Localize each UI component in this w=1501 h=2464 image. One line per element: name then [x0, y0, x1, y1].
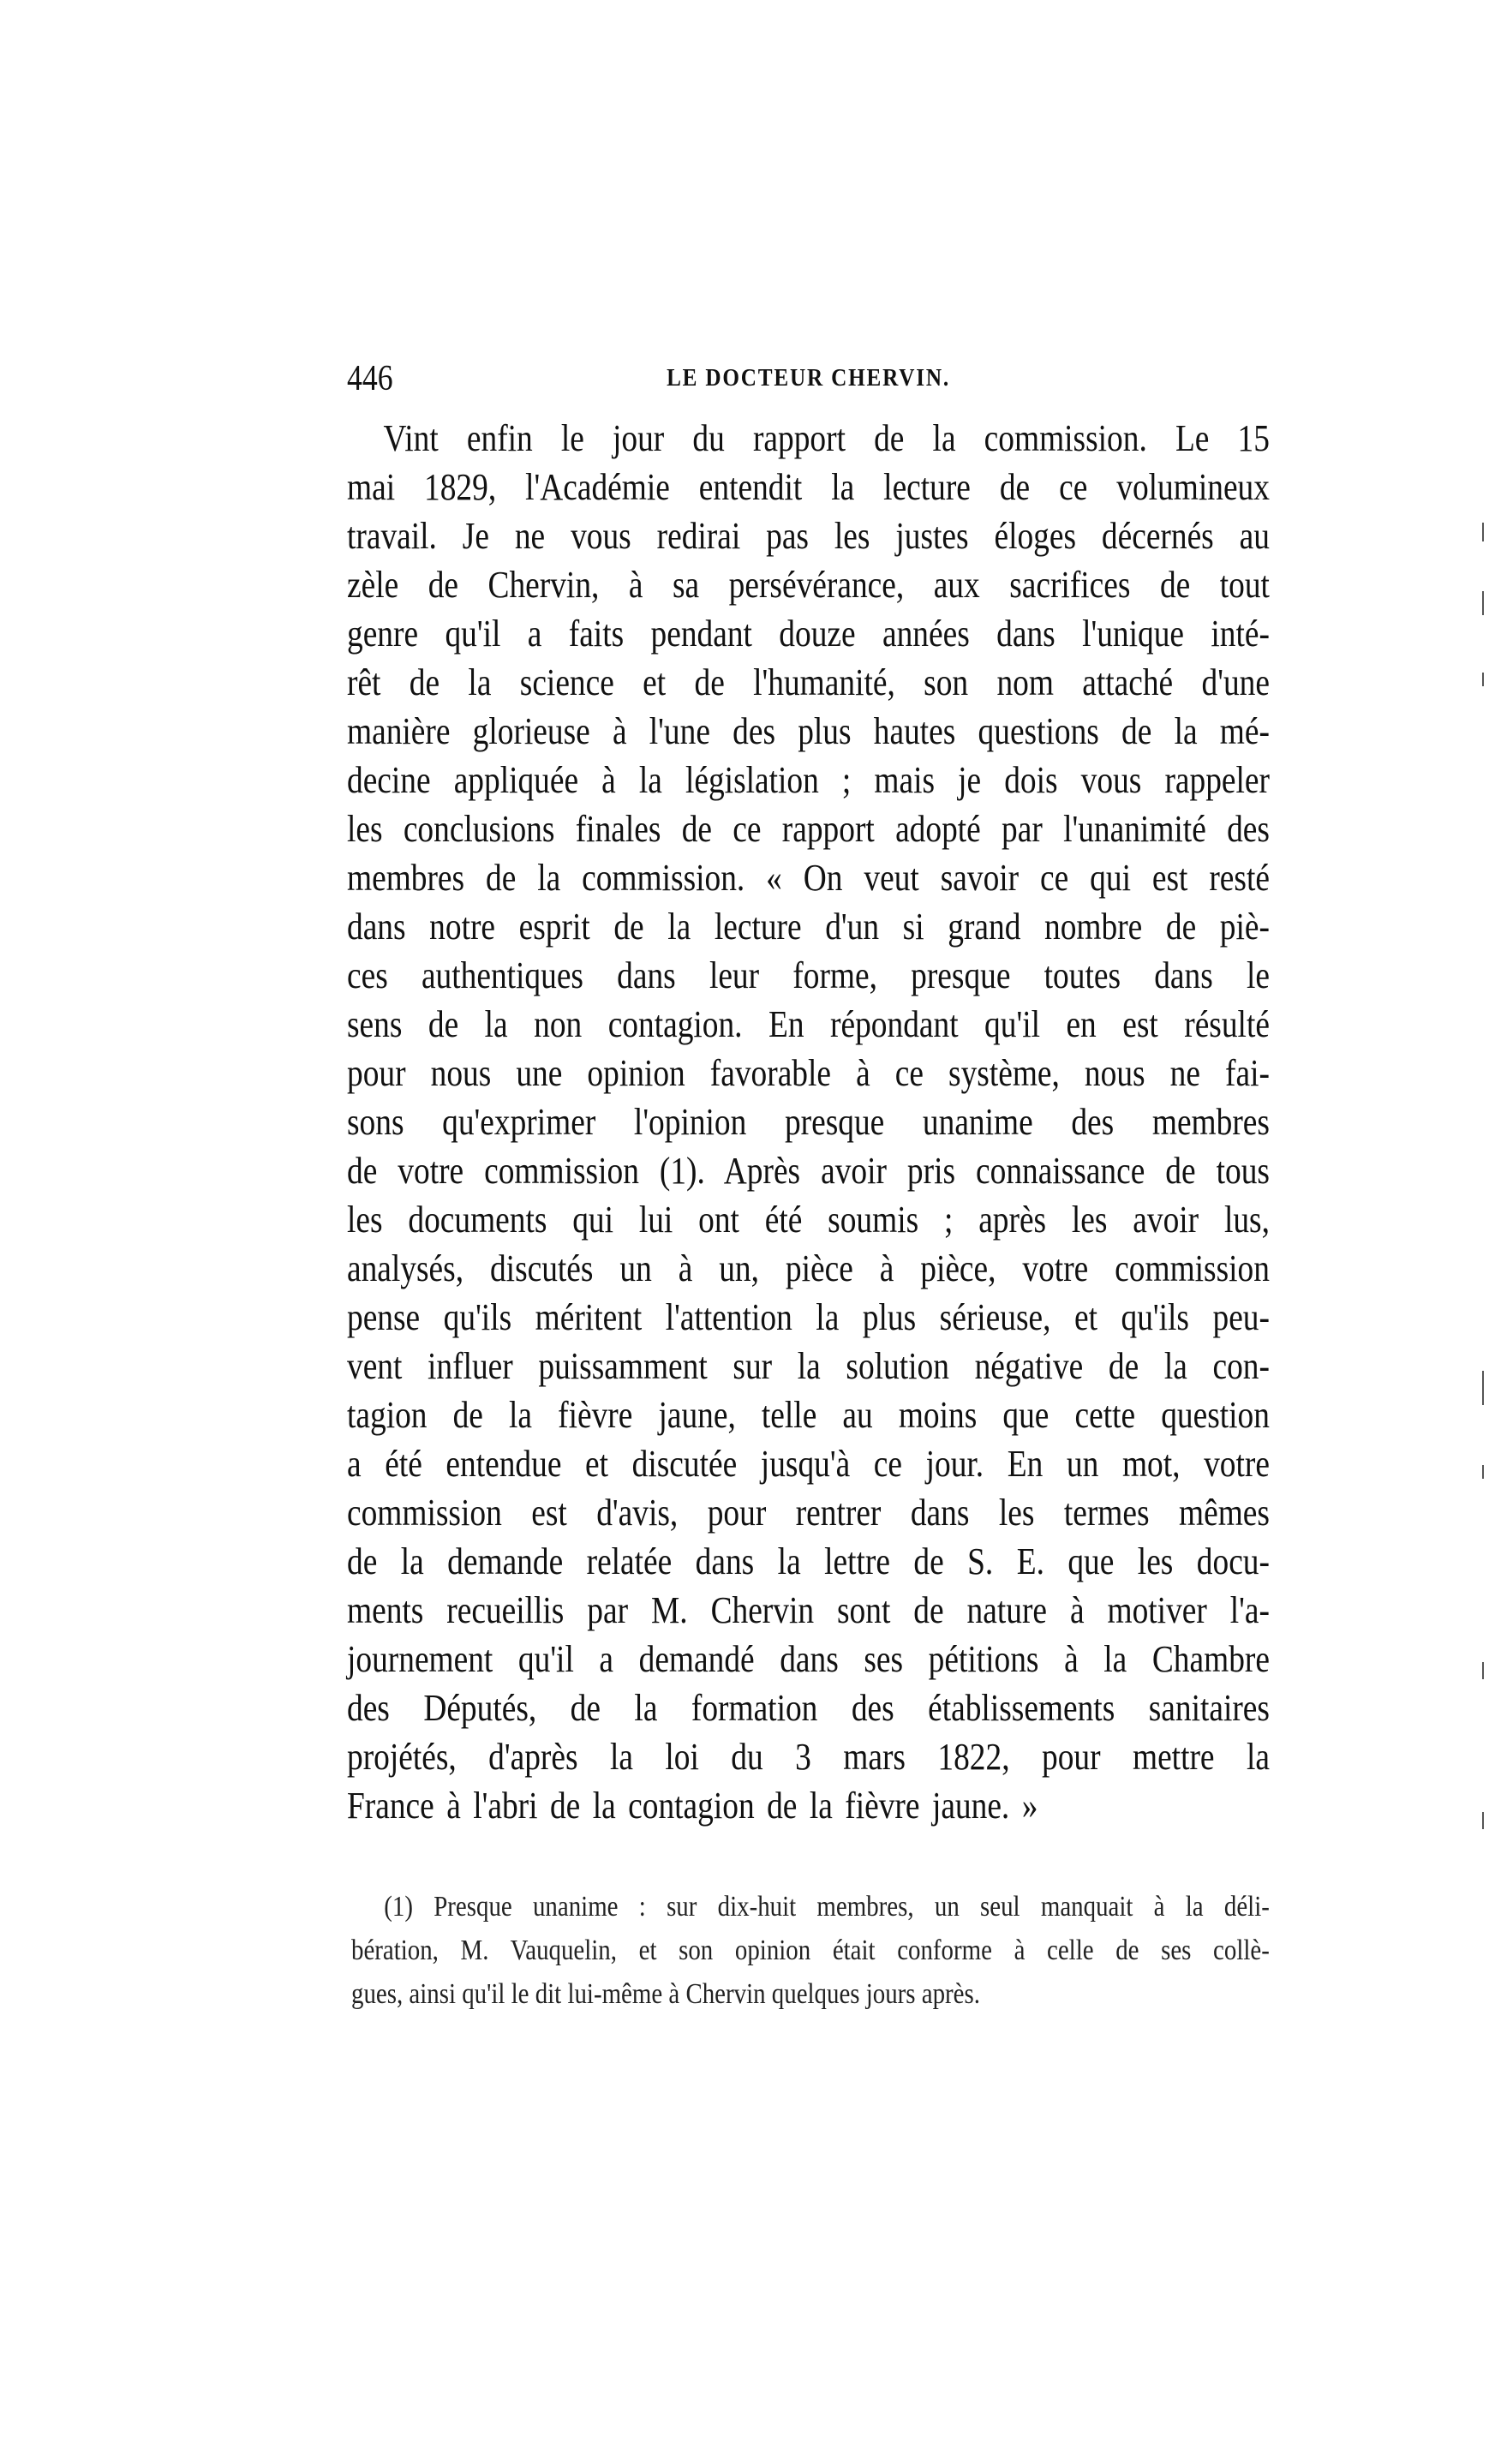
text-line-content: mai 1829, l'Académie entendit la lecture de ce volumineux	[347, 466, 1270, 508]
text-line	[347, 951, 1270, 1000]
footnote-line-content: (1) Presque unanime : sur dix-huit membres, un seul manquait à la déli-	[384, 1891, 1270, 1923]
text-line	[347, 658, 1270, 707]
text-line-content: de la demande relatée dans la lettre de S. E. que les docu-	[347, 1540, 1270, 1582]
text-line-content: ces authentiques dans leur forme, presque toutes dans le	[347, 954, 1270, 996]
text-line-content: membres de la commission. « On veut savoir ce qui est resté	[347, 857, 1270, 899]
text-line	[347, 1293, 1270, 1342]
text-line-content: vent influer puissamment sur la solution négative de la con-	[347, 1345, 1270, 1387]
text-line	[347, 1342, 1270, 1390]
scan-artifact	[1482, 1812, 1484, 1829]
text-line-content: France à l'abri de la contagion de la fièvre jaune. »	[347, 1785, 1038, 1827]
text-line-content: pour nous une opinion favorable à ce système, nous ne fai-	[347, 1052, 1270, 1094]
text-line	[347, 707, 1270, 756]
text-line	[347, 1635, 1270, 1684]
text-line	[347, 1049, 1270, 1097]
text-line-content: pense qu'ils méritent l'attention la plus sérieuse, et qu'ils peu-	[347, 1296, 1270, 1338]
text-line	[347, 1195, 1270, 1244]
text-line	[347, 902, 1270, 951]
text-line-content: des Députés, de la formation des établissements sanitaires	[347, 1687, 1270, 1729]
text-line	[347, 511, 1270, 560]
scan-artifact	[1482, 1371, 1484, 1405]
text-line-content: travail. Je ne vous redirai pas les justes éloges décernés au	[347, 515, 1270, 557]
text-line-content: decine appliquée à la législation ; mais je dois vous rappeler	[347, 759, 1270, 801]
text-line	[347, 1097, 1270, 1146]
text-line-content: projétés, d'après la loi du 3 mars 1822, pour mettre la	[347, 1736, 1270, 1778]
text-line-content: commission est d'avis, pour rentrer dans les termes mêmes	[347, 1492, 1270, 1534]
text-line	[347, 1684, 1270, 1732]
text-line-content: dans notre esprit de la lecture d'un si grand nombre de piè-	[347, 906, 1270, 948]
text-line	[347, 756, 1270, 804]
footnote-line	[351, 1972, 1270, 2016]
text-line	[347, 1439, 1270, 1488]
page-header	[347, 358, 1270, 401]
text-line	[347, 1732, 1270, 1781]
text-line-content: zèle de Chervin, à sa persévérance, aux sacrifices de tout	[347, 564, 1270, 606]
text-line	[347, 560, 1270, 609]
text-line	[347, 804, 1270, 853]
text-line-content: rêt de la science et de l'humanité, son nom attaché d'une	[347, 661, 1270, 703]
footnote-line-content: bération, M. Vauquelin, et son opinion était conforme à celle de ses collè-	[351, 1935, 1270, 1966]
text-line-content: a été entendue et discutée jusqu'à ce jour. En un mot, votre	[347, 1443, 1270, 1485]
scan-artifact	[1482, 673, 1484, 686]
text-line-content: analysés, discutés un à un, pièce à pièce, votre commission	[347, 1247, 1270, 1289]
text-line-content: genre qu'il a faits pendant douze années dans l'unique inté-	[347, 613, 1270, 655]
text-line-content: les documents qui lui ont été soumis ; après les avoir lus,	[347, 1199, 1270, 1241]
text-line	[347, 463, 1270, 511]
text-line-content: tagion de la fièvre jaune, telle au moins que cette question	[347, 1394, 1270, 1436]
text-line	[347, 1781, 1270, 1830]
text-line-content: sens de la non contagion. En répondant qu'il en est résulté	[347, 1003, 1270, 1045]
footnote-line	[351, 1885, 1270, 1929]
text-line-content: Vint enfin le jour du rapport de la commission. Le 15	[383, 417, 1270, 459]
scan-artifact	[1482, 523, 1484, 541]
text-line	[347, 1146, 1270, 1195]
footnote-line-content: gues, ainsi qu'il le dit lui-même à Chervin quelques jours après.	[351, 1978, 980, 2010]
text-line-content: sons qu'exprimer l'opinion presque unanime des membres	[347, 1101, 1270, 1143]
text-line	[347, 1586, 1270, 1635]
footnote-line	[351, 1929, 1270, 1972]
text-line-content: les conclusions finales de ce rapport adopté par l'unanimité des	[347, 808, 1270, 850]
text-line	[347, 1537, 1270, 1586]
text-line	[347, 853, 1270, 902]
text-line	[347, 1000, 1270, 1049]
text-line	[347, 1390, 1270, 1439]
text-line-content: manière glorieuse à l'une des plus hautes questions de la mé-	[347, 710, 1270, 752]
scan-artifact	[1482, 1662, 1484, 1679]
scan-artifact	[1482, 1465, 1484, 1479]
text-line	[347, 414, 1270, 463]
page-number: 446	[347, 359, 393, 398]
footnotes	[351, 1885, 1270, 2016]
text-line-content: de votre commission (1). Après avoir pris connaissance de tous	[347, 1150, 1270, 1192]
text-line	[347, 1488, 1270, 1537]
body-text	[347, 414, 1270, 1830]
text-line	[347, 1244, 1270, 1293]
text-line-content: ments recueillis par M. Chervin sont de nature à motiver l'a-	[347, 1589, 1270, 1631]
running-title: LE DOCTEUR CHERVIN.	[667, 365, 950, 392]
scan-artifact	[1482, 591, 1484, 615]
text-line-content: journement qu'il a demandé dans ses pétitions à la Chambre	[347, 1638, 1270, 1680]
text-line	[347, 609, 1270, 658]
